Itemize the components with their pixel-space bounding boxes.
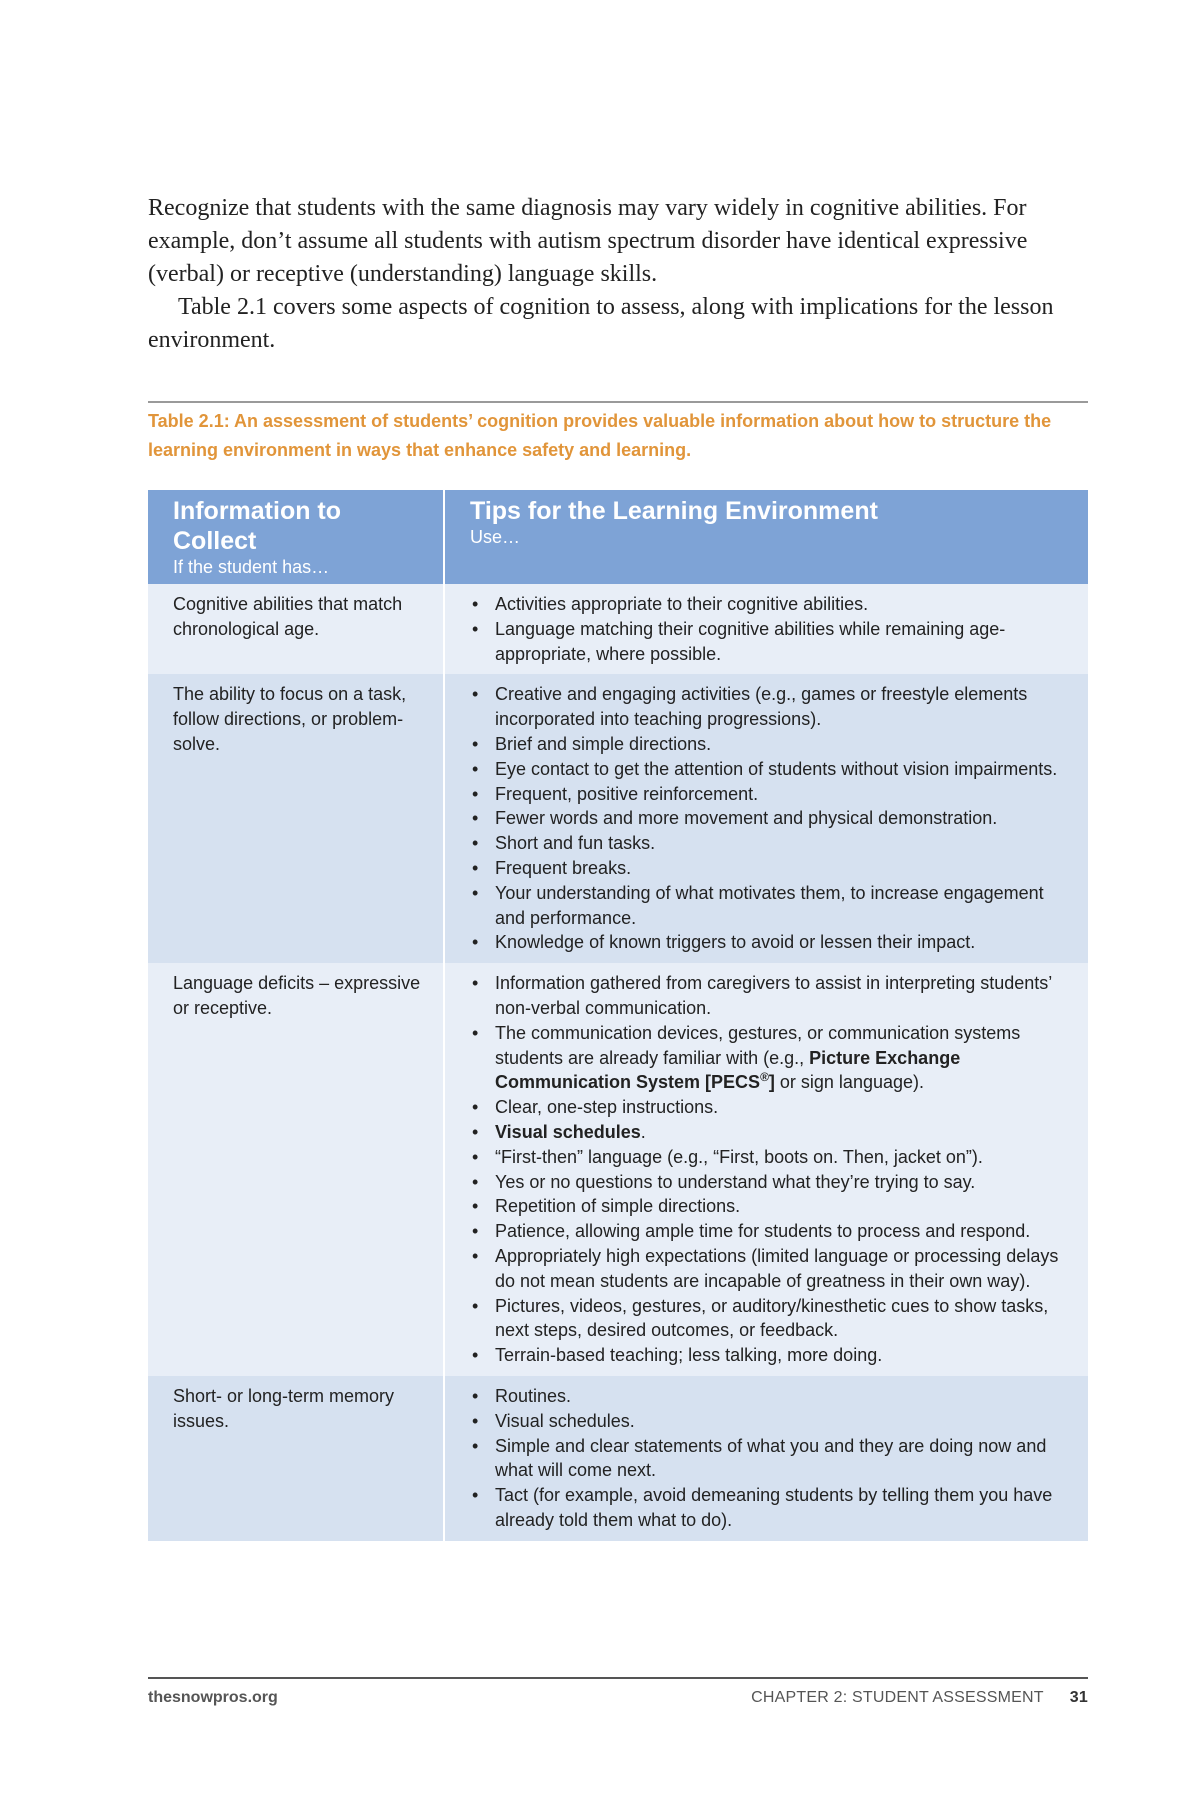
tip-text: The communication devices, gestures, or communication systems students are already familiar with (e.g., bbox=[495, 1022, 1021, 1068]
tip-item: • Brief and simple directions. bbox=[470, 732, 1078, 757]
tip-item: • Frequent breaks. bbox=[470, 856, 1078, 881]
tips-list bbox=[470, 971, 1078, 1368]
page-number: 31 bbox=[1069, 1689, 1088, 1706]
tip-item bbox=[470, 1021, 1078, 1095]
info-cell: Language deficits – expressive or receptive. bbox=[148, 963, 444, 1376]
tip-item: • Knowledge of known triggers to avoid or lessen their impact. bbox=[470, 930, 1078, 955]
tip-item: • Appropriately high expectations (limited language or processing delays do not mean students are incapable of greatness in their own way). bbox=[470, 1244, 1078, 1294]
table-row bbox=[148, 674, 1088, 963]
tip-item bbox=[470, 1120, 1078, 1145]
footer-chapter: CHAPTER 2: STUDENT ASSESSMENT bbox=[751, 1689, 1044, 1706]
table-row bbox=[148, 963, 1088, 1376]
table-header-row bbox=[148, 490, 1088, 584]
tip-item: • “First-then” language (e.g., “First, boots on. Then, jacket on”). bbox=[470, 1145, 1078, 1170]
intro-paragraph-1: Recognize that students with the same diagnosis may vary widely in cognitive abilities. For example, don’t assume all students with autism spectrum disorder have identical expressive (verbal) or receptive (understanding) language skills. bbox=[148, 195, 1028, 287]
tip-item: • Visual schedules. bbox=[470, 1409, 1078, 1434]
tip-item: • Creative and engaging activities (e.g., games or freestyle elements incorporated into teaching progressions). bbox=[470, 682, 1078, 732]
footer-rule bbox=[148, 1677, 1088, 1679]
tip-item: • Eye contact to get the attention of students without vision impairments. bbox=[470, 757, 1078, 782]
tip-item: • Information gathered from caregivers to assist in interpreting students’ non-verbal communication. bbox=[470, 971, 1078, 1021]
header-tips bbox=[444, 490, 1088, 584]
table-row bbox=[148, 584, 1088, 674]
tips-cell bbox=[444, 963, 1088, 1376]
tip-item: • Clear, one-step instructions. bbox=[470, 1095, 1078, 1120]
info-cell: The ability to focus on a task, follow directions, or problem-solve. bbox=[148, 674, 444, 963]
tips-cell bbox=[444, 1376, 1088, 1541]
footer-running-head bbox=[751, 1689, 1088, 1707]
tips-list bbox=[470, 682, 1078, 955]
table-caption: Table 2.1: An assessment of students’ cognition provides valuable information about how to structure the learning environment in ways that enhance safety and learning. bbox=[148, 411, 1052, 460]
tip-item: • Fewer words and more movement and physical demonstration. bbox=[470, 806, 1078, 831]
header-info-title: Information to Collect bbox=[173, 497, 342, 555]
header-info bbox=[148, 490, 444, 584]
tip-item: • Patience, allowing ample time for students to process and respond. bbox=[470, 1219, 1078, 1244]
tip-bold-text: Picture Exchange Communication System [PECS bbox=[495, 1047, 961, 1093]
intro-paragraph-2: Table 2.1 covers some aspects of cognition to assess, along with implications for the lesson environment. bbox=[148, 294, 1054, 353]
cognition-table bbox=[148, 490, 1088, 1541]
tip-item: • Routines. bbox=[470, 1384, 1078, 1409]
tip-item: • Pictures, videos, gestures, or auditory/kinesthetic cues to show tasks, next steps, desired outcomes, or feedback. bbox=[470, 1294, 1078, 1344]
table-row bbox=[148, 1376, 1088, 1541]
tips-cell bbox=[444, 584, 1088, 674]
header-tips-title: Tips for the Learning Environment bbox=[470, 497, 878, 525]
registered-mark bbox=[760, 1072, 769, 1092]
tip-item: • Simple and clear statements of what you and they are doing now and what will come next. bbox=[470, 1434, 1078, 1484]
tip-item: • Language matching their cognitive abilities while remaining age-appropriate, where possible. bbox=[470, 617, 1078, 667]
tip-item: • Tact (for example, avoid demeaning students by telling them you have already told them what to do). bbox=[470, 1483, 1078, 1533]
tip-item: • Terrain-based teaching; less talking, more doing. bbox=[470, 1343, 1078, 1368]
tip-item: • Yes or no questions to understand what they’re trying to say. bbox=[470, 1170, 1078, 1195]
tip-bold-text: Visual schedules bbox=[495, 1121, 641, 1142]
tip-item: • Activities appropriate to their cognitive abilities. bbox=[470, 592, 1078, 617]
header-info-subtitle: If the student has… bbox=[173, 557, 330, 577]
tip-item: • Short and fun tasks. bbox=[470, 831, 1078, 856]
info-cell: Cognitive abilities that match chronological age. bbox=[148, 584, 444, 674]
header-tips-subtitle: Use… bbox=[470, 527, 521, 547]
tips-list bbox=[470, 592, 1078, 666]
table-body bbox=[148, 584, 1088, 1541]
info-cell: Short- or long-term memory issues. bbox=[148, 1376, 444, 1541]
intro-text bbox=[148, 192, 1088, 357]
footer-site: thesnowpros.org bbox=[148, 1689, 278, 1706]
tip-item: • Your understanding of what motivates them, to increase engagement and performance. bbox=[470, 881, 1078, 931]
registered-mark-text: ® bbox=[760, 1070, 769, 1085]
tips-list bbox=[470, 1384, 1078, 1533]
tip-text-end: or sign language). bbox=[774, 1072, 925, 1093]
tip-bold-text-end: ] bbox=[768, 1072, 775, 1093]
tips-cell bbox=[444, 674, 1088, 963]
tip-item: • Frequent, positive reinforcement. bbox=[470, 782, 1078, 807]
tip-item: • Repetition of simple directions. bbox=[470, 1194, 1078, 1219]
caption-top-rule bbox=[148, 401, 1088, 403]
tip-text-end: . bbox=[640, 1121, 646, 1142]
